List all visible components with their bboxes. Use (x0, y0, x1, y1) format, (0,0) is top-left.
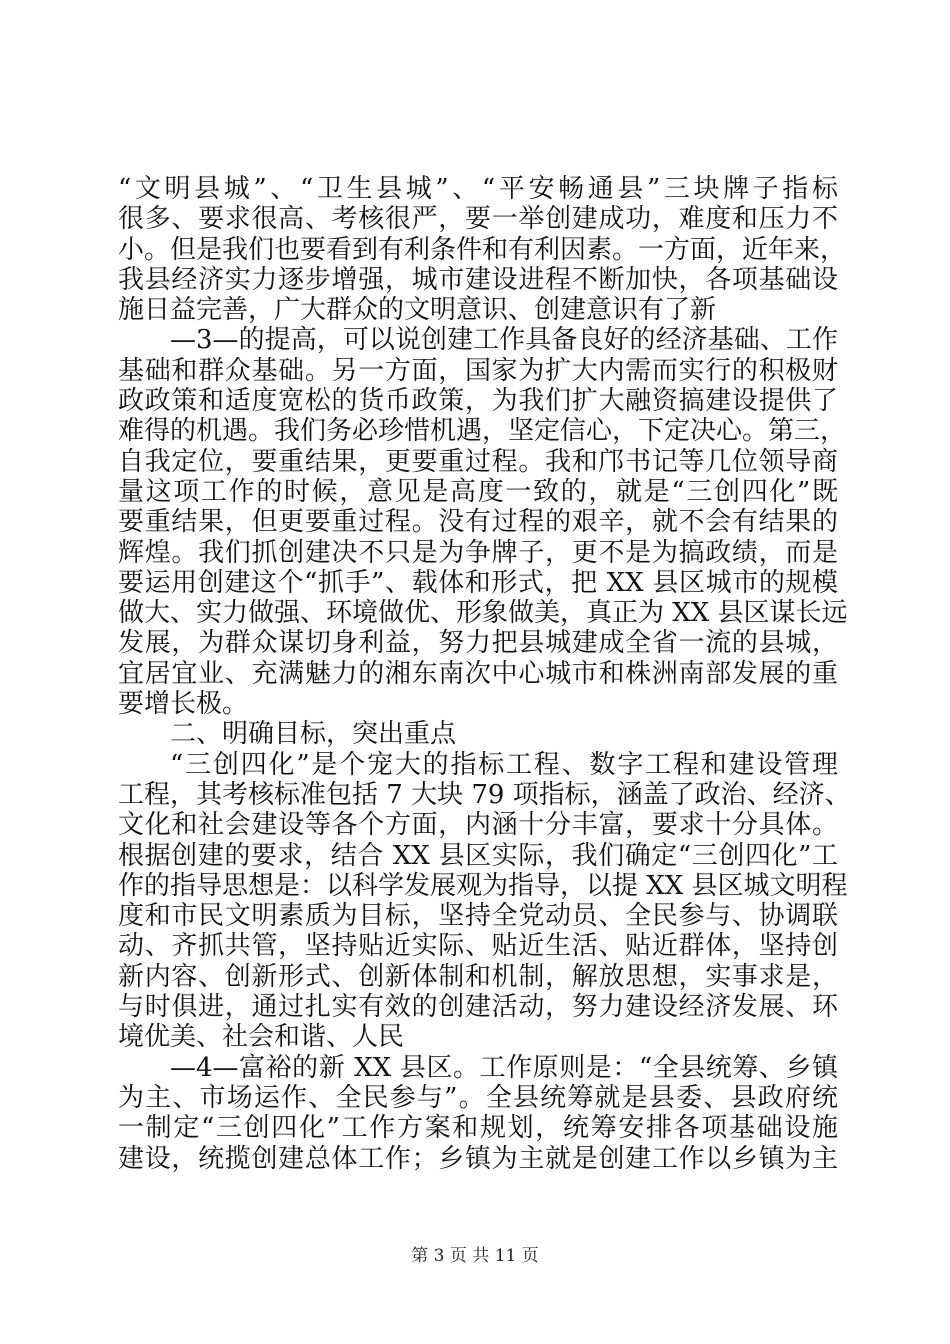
text-line: 难得的机遇。我们务必珍惜机遇，坚定信心，下定决心。第三， (118, 416, 847, 447)
text-line: 要重结果，但更要重过程。没有过程的艰辛，就不会有结果的 (118, 507, 838, 538)
text-line: —3—的提高，可以说创建工作具备良好的经济基础、工作 (170, 325, 838, 356)
text-line: 根据创建的要求，结合 XX 县区实际，我们确定“三创四化”工 (118, 840, 838, 871)
text-line: 自我定位，要重结果，更要重过程。我和邝书记等几位领导商 (118, 446, 838, 477)
text-line: 为主、市场运作、全民参与”。全县统筹就是县委、县政府统 (118, 1082, 838, 1113)
text-line: 作的指导思想是：以科学发展观为指导，以提 XX 县区城文明程 (118, 870, 848, 901)
text-line: 要运用创建这个“抓手”、载体和形式，把 XX 县区城市的规模 (118, 567, 838, 598)
text-line: 与时俱进，通过扎实有效的创建活动，努力建设经济发展、环 (118, 992, 838, 1023)
text-line: 政政策和适度宽松的货币政策，为我们扩大融资搞建设提供了 (118, 386, 838, 417)
text-line: 辉煌。我们抓创建决不只是为争牌子，更不是为搞政绩，而是 (118, 537, 838, 568)
text-line: 文化和社会建设等各个方面，内涵十分丰富，要求十分具体。 (118, 810, 838, 841)
text-line: 新内容、创新形式、创新体制和机制，解放思想，实事求是， (118, 961, 838, 992)
text-line: 量这项工作的时候，意见是高度一致的，就是“三创四化”既 (118, 476, 838, 507)
text-line: 动、齐抓共管，坚持贴近实际、贴近生活、贴近群体，坚持创 (118, 931, 838, 962)
text-line: 小。但是我们也要看到有利条件和有利因素。一方面，近年来， (118, 234, 847, 265)
text-line: 施日益完善，广大群众的文明意识、创建意识有了新 (118, 295, 717, 326)
text-line: 二、明确目标，突出重点 (170, 719, 457, 750)
text-line: 工程，其考核标准包括 7 大块 79 项指标，涵盖了政治、经济、 (118, 779, 851, 810)
text-line: —4—富裕的新 XX 县区。工作原则是：“全县统筹、乡镇 (170, 1052, 838, 1083)
text-line: 境优美、社会和谐、人民 (118, 1022, 405, 1053)
text-line: “三创四化”是个宠大的指标工程、数字工程和建设管理 (170, 749, 838, 780)
text-line: 度和市民文明素质为目标，坚持全党动员、全民参与、协调联 (118, 901, 838, 932)
document-body (118, 174, 851, 1174)
text-line: 做大、实力做强、环境做优、形象做美，真正为 XX 县区谋长远 (118, 598, 848, 629)
text-line: 宜居宜业、充满魅力的湘东南次中心城市和株洲南部发展的重 (118, 658, 838, 689)
text-line: 一制定“三创四化”工作方案和规划，统筹安排各项基础设施 (118, 1113, 838, 1144)
text-line: 很多、要求很高、考核很严，要一举创建成功，难度和压力不 (118, 204, 838, 235)
text-line: 基础和群众基础。另一方面，国家为扩大内需而实行的积极财 (118, 355, 838, 386)
text-line: 建设，统揽创建总体工作；乡镇为主就是创建工作以乡镇为主 (118, 1143, 838, 1174)
text-line: 发展，为群众谋切身利益，努力把县城建成全省一流的县城， (118, 628, 838, 659)
page-footer: 第 3 页 共 11 页 (411, 1246, 539, 1266)
text-line: 我县经济实力逐步增强，城市建设进程不断加快，各项基础设 (118, 264, 838, 295)
text-line: “文明县城”、“卫生县城”、“平安畅通县”三块牌子指标 (118, 174, 838, 204)
text-line: 要增长极。 (118, 689, 249, 720)
